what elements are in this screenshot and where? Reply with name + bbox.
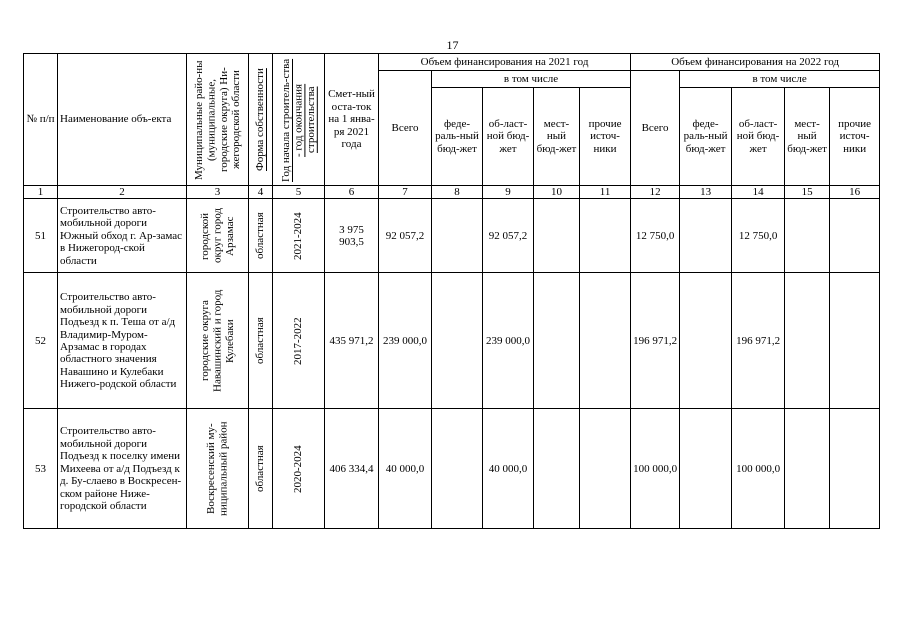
row-estimate: 3 975 903,5 (325, 199, 379, 273)
header-fin-2022: Объем финансирования на 2022 год (631, 54, 880, 71)
header-local-2021: мест-ный бюд-жет (534, 88, 580, 186)
objects-table (23, 53, 880, 529)
column-number: 15 (785, 186, 830, 199)
header-including-2021: в том числе (432, 71, 631, 88)
column-number: 1 (24, 186, 58, 199)
header-regional-2021: об-ласт-ной бюд-жет (483, 88, 534, 186)
column-number: 13 (680, 186, 732, 199)
header-regional-2022: об-ласт-ной бюд-жет (732, 88, 785, 186)
row-estimate: 406 334,4 (325, 409, 379, 529)
row-regional-2022: 196 971,2 (732, 273, 785, 409)
row-number: 53 (24, 409, 58, 529)
row-object-name: Строительство авто-мобильной дороги Южный обход г. Ар-замас в Нижегород-ской области (58, 199, 187, 273)
table-row (24, 409, 880, 529)
row-ownership: областная (249, 199, 273, 273)
row-district: городские округа Навашинский и город Кулебаки (187, 273, 249, 409)
row-local-2021 (534, 199, 580, 273)
header-row-1 (24, 54, 880, 71)
row-object-name: Строительство авто-мобильной дороги Подъезд к п. Теша от а/д Владимир-Муром-Арзамас в городах областного значения Навашино и Кулебаки Нижего-родской области (58, 273, 187, 409)
row-district: Воскресенский му-ниципальный район (187, 409, 249, 529)
column-number: 12 (631, 186, 680, 199)
column-number: 3 (187, 186, 249, 199)
row-federal-2022 (680, 273, 732, 409)
column-number: 4 (249, 186, 273, 199)
row-other-2022 (830, 273, 880, 409)
row-regional-2021: 92 057,2 (483, 199, 534, 273)
row-total-2022: 196 971,2 (631, 273, 680, 409)
column-number: 16 (830, 186, 880, 199)
header-other-2022: прочие источ-ники (830, 88, 880, 186)
column-number: 11 (580, 186, 631, 199)
page-number: 17 (446, 38, 459, 52)
row-district: городской округ город Арзамас (187, 199, 249, 273)
header-district: Муниципальные райо-ны (муниципальные, городские округа) Ни-жегородской области (187, 54, 249, 186)
header-ownership: Форма собственности (249, 54, 273, 186)
row-local-2022 (785, 199, 830, 273)
column-number: 10 (534, 186, 580, 199)
column-number: 8 (432, 186, 483, 199)
row-federal-2021 (432, 409, 483, 529)
header-estimate: Смет-ный оста-ток на 1 янва-ря 2021 года (325, 54, 379, 186)
header-fin-2021: Объем финансирования на 2021 год (379, 54, 631, 71)
row-regional-2021: 40 000,0 (483, 409, 534, 529)
row-local-2022 (785, 409, 830, 529)
row-years: 2020-2024 (273, 409, 325, 529)
row-regional-2021: 239 000,0 (483, 273, 534, 409)
row-other-2021 (580, 409, 631, 529)
header-local-2022: мест-ный бюд-жет (785, 88, 830, 186)
column-number: 2 (58, 186, 187, 199)
column-number: 14 (732, 186, 785, 199)
row-number: 52 (24, 273, 58, 409)
header-total-2021: Всего (379, 71, 432, 186)
header-including-2022: в том числе (680, 71, 880, 88)
row-ownership: областная (249, 409, 273, 529)
table-row (24, 199, 880, 273)
row-regional-2022: 100 000,0 (732, 409, 785, 529)
header-federal-2021: феде-раль-ный бюд-жет (432, 88, 483, 186)
column-number: 7 (379, 186, 432, 199)
row-number: 51 (24, 199, 58, 273)
row-other-2021 (580, 199, 631, 273)
row-estimate: 435 971,2 (325, 273, 379, 409)
row-federal-2021 (432, 273, 483, 409)
header-object-name: Наименование объ-екта (58, 54, 187, 186)
row-other-2022 (830, 409, 880, 529)
row-local-2021 (534, 273, 580, 409)
row-total-2022: 12 750,0 (631, 199, 680, 273)
column-number: 9 (483, 186, 534, 199)
column-number-row (24, 186, 880, 199)
row-total-2022: 100 000,0 (631, 409, 680, 529)
row-other-2021 (580, 273, 631, 409)
row-total-2021: 92 057,2 (379, 199, 432, 273)
header-years: Год начала строитель-ства - год окончания строительства (273, 54, 325, 186)
row-years: 2017-2022 (273, 273, 325, 409)
row-federal-2022 (680, 199, 732, 273)
column-number: 5 (273, 186, 325, 199)
row-total-2021: 40 000,0 (379, 409, 432, 529)
header-number: № п/п (24, 54, 58, 186)
header-total-2022: Всего (631, 71, 680, 186)
row-ownership: областная (249, 273, 273, 409)
row-local-2022 (785, 273, 830, 409)
header-federal-2022: феде-раль-ный бюд-жет (680, 88, 732, 186)
row-federal-2021 (432, 199, 483, 273)
row-years: 2021-2024 (273, 199, 325, 273)
row-object-name: Строительство авто-мобильной дороги Подъезд к поселку имени Михеева от а/д Подъезд к д. Бу-слаево в Воскресен-ском районе Ниже-городской области (58, 409, 187, 529)
row-other-2022 (830, 199, 880, 273)
row-federal-2022 (680, 409, 732, 529)
column-number: 6 (325, 186, 379, 199)
row-local-2021 (534, 409, 580, 529)
header-other-2021: прочие источ-ники (580, 88, 631, 186)
table-row (24, 273, 880, 409)
row-regional-2022: 12 750,0 (732, 199, 785, 273)
row-total-2021: 239 000,0 (379, 273, 432, 409)
